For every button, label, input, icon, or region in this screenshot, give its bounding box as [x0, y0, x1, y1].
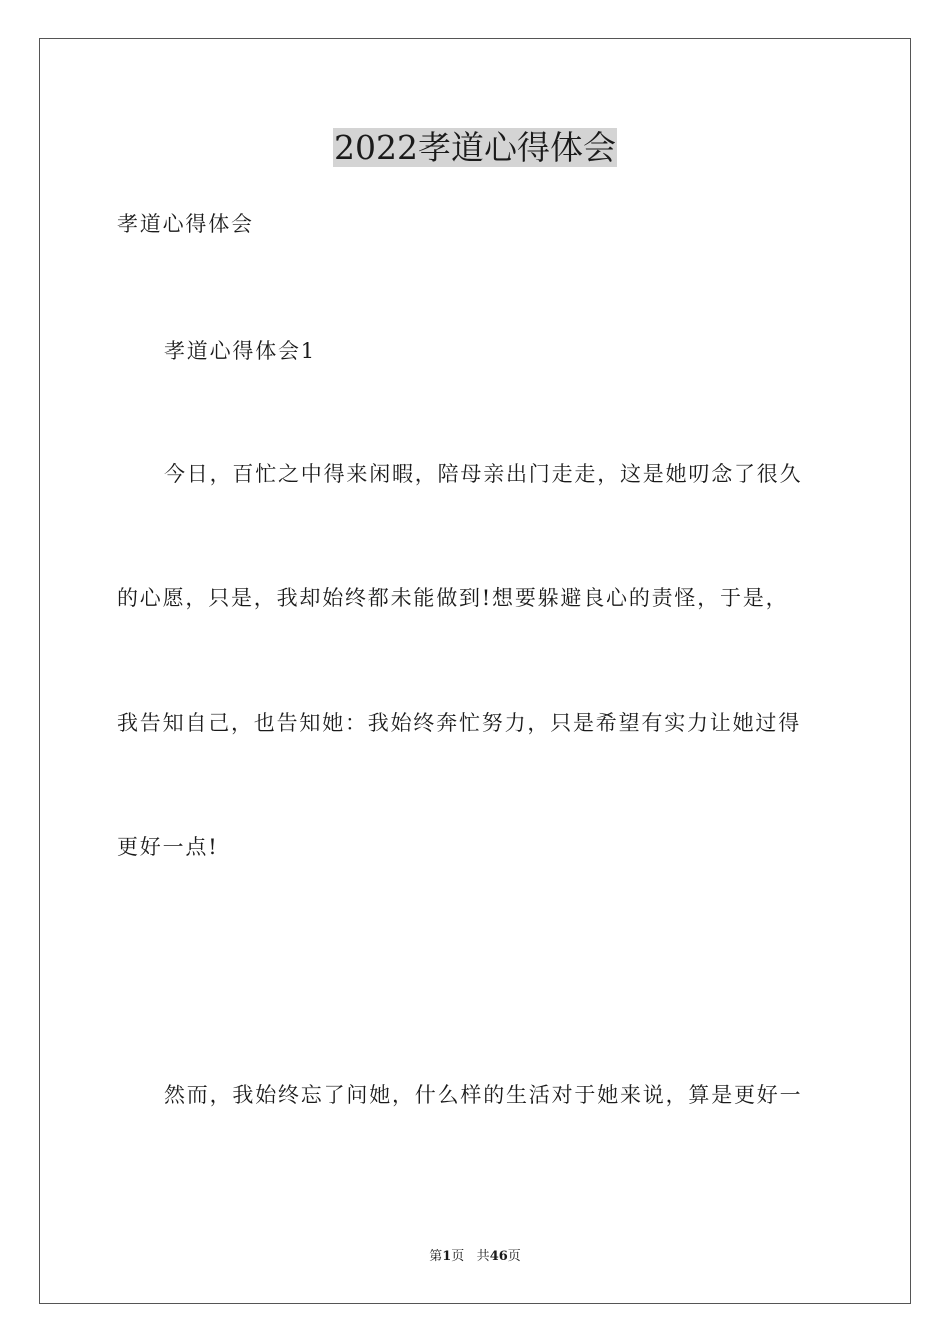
document-title-text: 2022孝道心得体会: [334, 128, 616, 167]
footer-page-prefix: 第: [429, 1249, 443, 1264]
document-subtitle: 孝道心得体会: [117, 212, 254, 236]
paragraph2-line: 然而，我始终忘了问她，什么样的生活对于她来说，算是更好一: [164, 1083, 803, 1107]
paragraph1-line: 更好一点!: [117, 835, 219, 859]
paragraph1-line: 今日，百忙之中得来闲暇，陪母亲出门走走，这是她叨念了很久: [164, 462, 803, 486]
footer-total-prefix: 共: [476, 1249, 490, 1264]
section-heading: 孝道心得体会1: [164, 339, 316, 363]
footer-total-suffix: 页: [507, 1249, 521, 1264]
paragraph1-line: 我告知自己，也告知她：我始终奔忙努力，只是希望有实力让她过得: [117, 711, 801, 735]
document-title: [0, 126, 950, 170]
page-footer: [0, 1248, 950, 1266]
footer-total-pages: 46: [489, 1249, 508, 1264]
paragraph1-line: 的心愿，只是，我却始终都未能做到!想要躲避良心的责怪，于是，: [117, 586, 789, 610]
footer-page-suffix: 页: [451, 1249, 465, 1264]
footer-page-number: 1: [442, 1249, 452, 1264]
